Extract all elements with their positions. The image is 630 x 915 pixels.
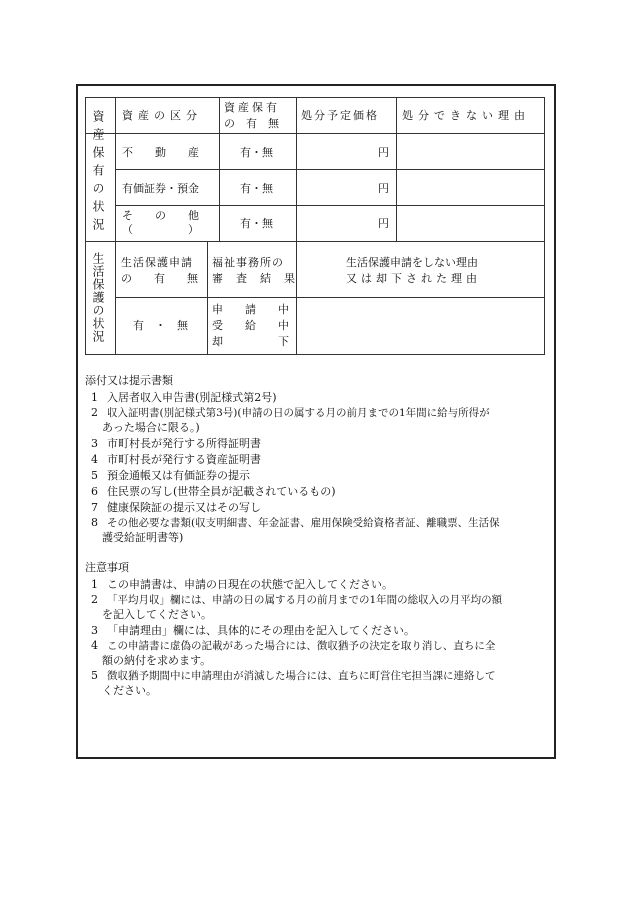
welfare-reason-header-2: 又は却下された理由 [346, 272, 481, 285]
asset-row-unit: 円 [378, 182, 389, 195]
welfare-application-header-2: の 有 無 [121, 272, 198, 285]
asset-row-category: 不 動 産 [122, 146, 199, 159]
asset-presence-header-2: の 有 無 [224, 117, 279, 130]
list-item: 3 市町村長が発行する所得証明書 [91, 437, 261, 450]
welfare-application-value: 有 ・ 無 [133, 319, 188, 332]
welfare-result-option: 受 給 中 [212, 319, 289, 332]
attachments-title: 添付又は提示書類 [85, 374, 173, 387]
list-item: 6 住民票の写し(世帯全員が記載されているもの) [91, 485, 336, 498]
list-item: 3 「申請理由」欄には、具体的にその理由を記入してください。 [91, 624, 415, 637]
asset-presence-header-1: 資産保有 [224, 101, 280, 114]
asset-side-label: 資産保有の状況 [91, 110, 105, 236]
list-item: 1 入居者収入申告書(別記様式第2号) [91, 391, 277, 404]
list-item: 4 この申請書に虚偽の記載があった場合には、徴収猶予の決定を取り消し、直ちに全 [91, 639, 496, 652]
list-item: 5 徴収猶予期間中に申請理由が消滅した場合には、直ちに町営住宅担当課に連絡して [91, 669, 496, 682]
welfare-result-option: 申 請 中 [212, 303, 289, 316]
asset-row-presence: 有・無 [240, 217, 273, 230]
welfare-reason-header-1: 生活保護申請をしない理由 [346, 256, 478, 269]
list-item-continuation: を記入してください。 [102, 608, 212, 621]
list-item-continuation: 額の納付を求めます。 [102, 654, 212, 667]
welfare-side-label: 生活保護の状況 [91, 252, 105, 343]
notes-title: 注意事項 [85, 561, 129, 574]
asset-row-category: 有価証券・預金 [122, 182, 199, 195]
asset-row-presence: 有・無 [240, 182, 273, 195]
welfare-result-option: 却 下 [212, 335, 289, 348]
list-item-continuation: ください。 [102, 684, 157, 697]
list-item: 5 預金通帳又は有価証券の提示 [91, 469, 250, 482]
asset-row-unit: 円 [378, 217, 389, 230]
asset-row-presence: 有・無 [240, 146, 273, 159]
non-disposal-reason-header: 処分できない理由 [402, 109, 530, 122]
list-item: 4 市町村長が発行する資産証明書 [91, 453, 261, 466]
list-item-continuation: あった場合に限る。) [102, 421, 200, 434]
asset-category-header: 資産の区分 [122, 109, 202, 122]
asset-row-unit: 円 [378, 146, 389, 159]
welfare-office-header-2: 審 査 結 果 [212, 272, 296, 285]
asset-row-category: そ の 他 [122, 209, 199, 222]
welfare-application-header-1: 生活保護申請 [121, 256, 193, 269]
list-item: 7 健康保険証の提示又はその写し [91, 501, 261, 514]
disposal-price-header: 処分予定価格 [301, 109, 379, 122]
list-item: 1 この申請書は、申請の日現在の状態で記入してください。 [91, 578, 393, 591]
welfare-office-header-1: 福祉事務所の [212, 256, 284, 269]
list-item: 2 収入証明書(別記様式第3号)(申請の日の属する月の前月までの1年間に給与所得が [91, 406, 490, 419]
list-item: 2 「平均月収」欄には、申請の日の属する月の前月までの1年間の総収入の月平均の額 [91, 593, 503, 606]
list-item-continuation: 護受給証明書等) [102, 531, 184, 544]
list-item: 8 その他必要な書類(収支明細書、年金証書、雇用保険受給資格者証、離職票、生活保 [91, 516, 500, 529]
asset-row-category-note: （ ） [122, 223, 199, 236]
